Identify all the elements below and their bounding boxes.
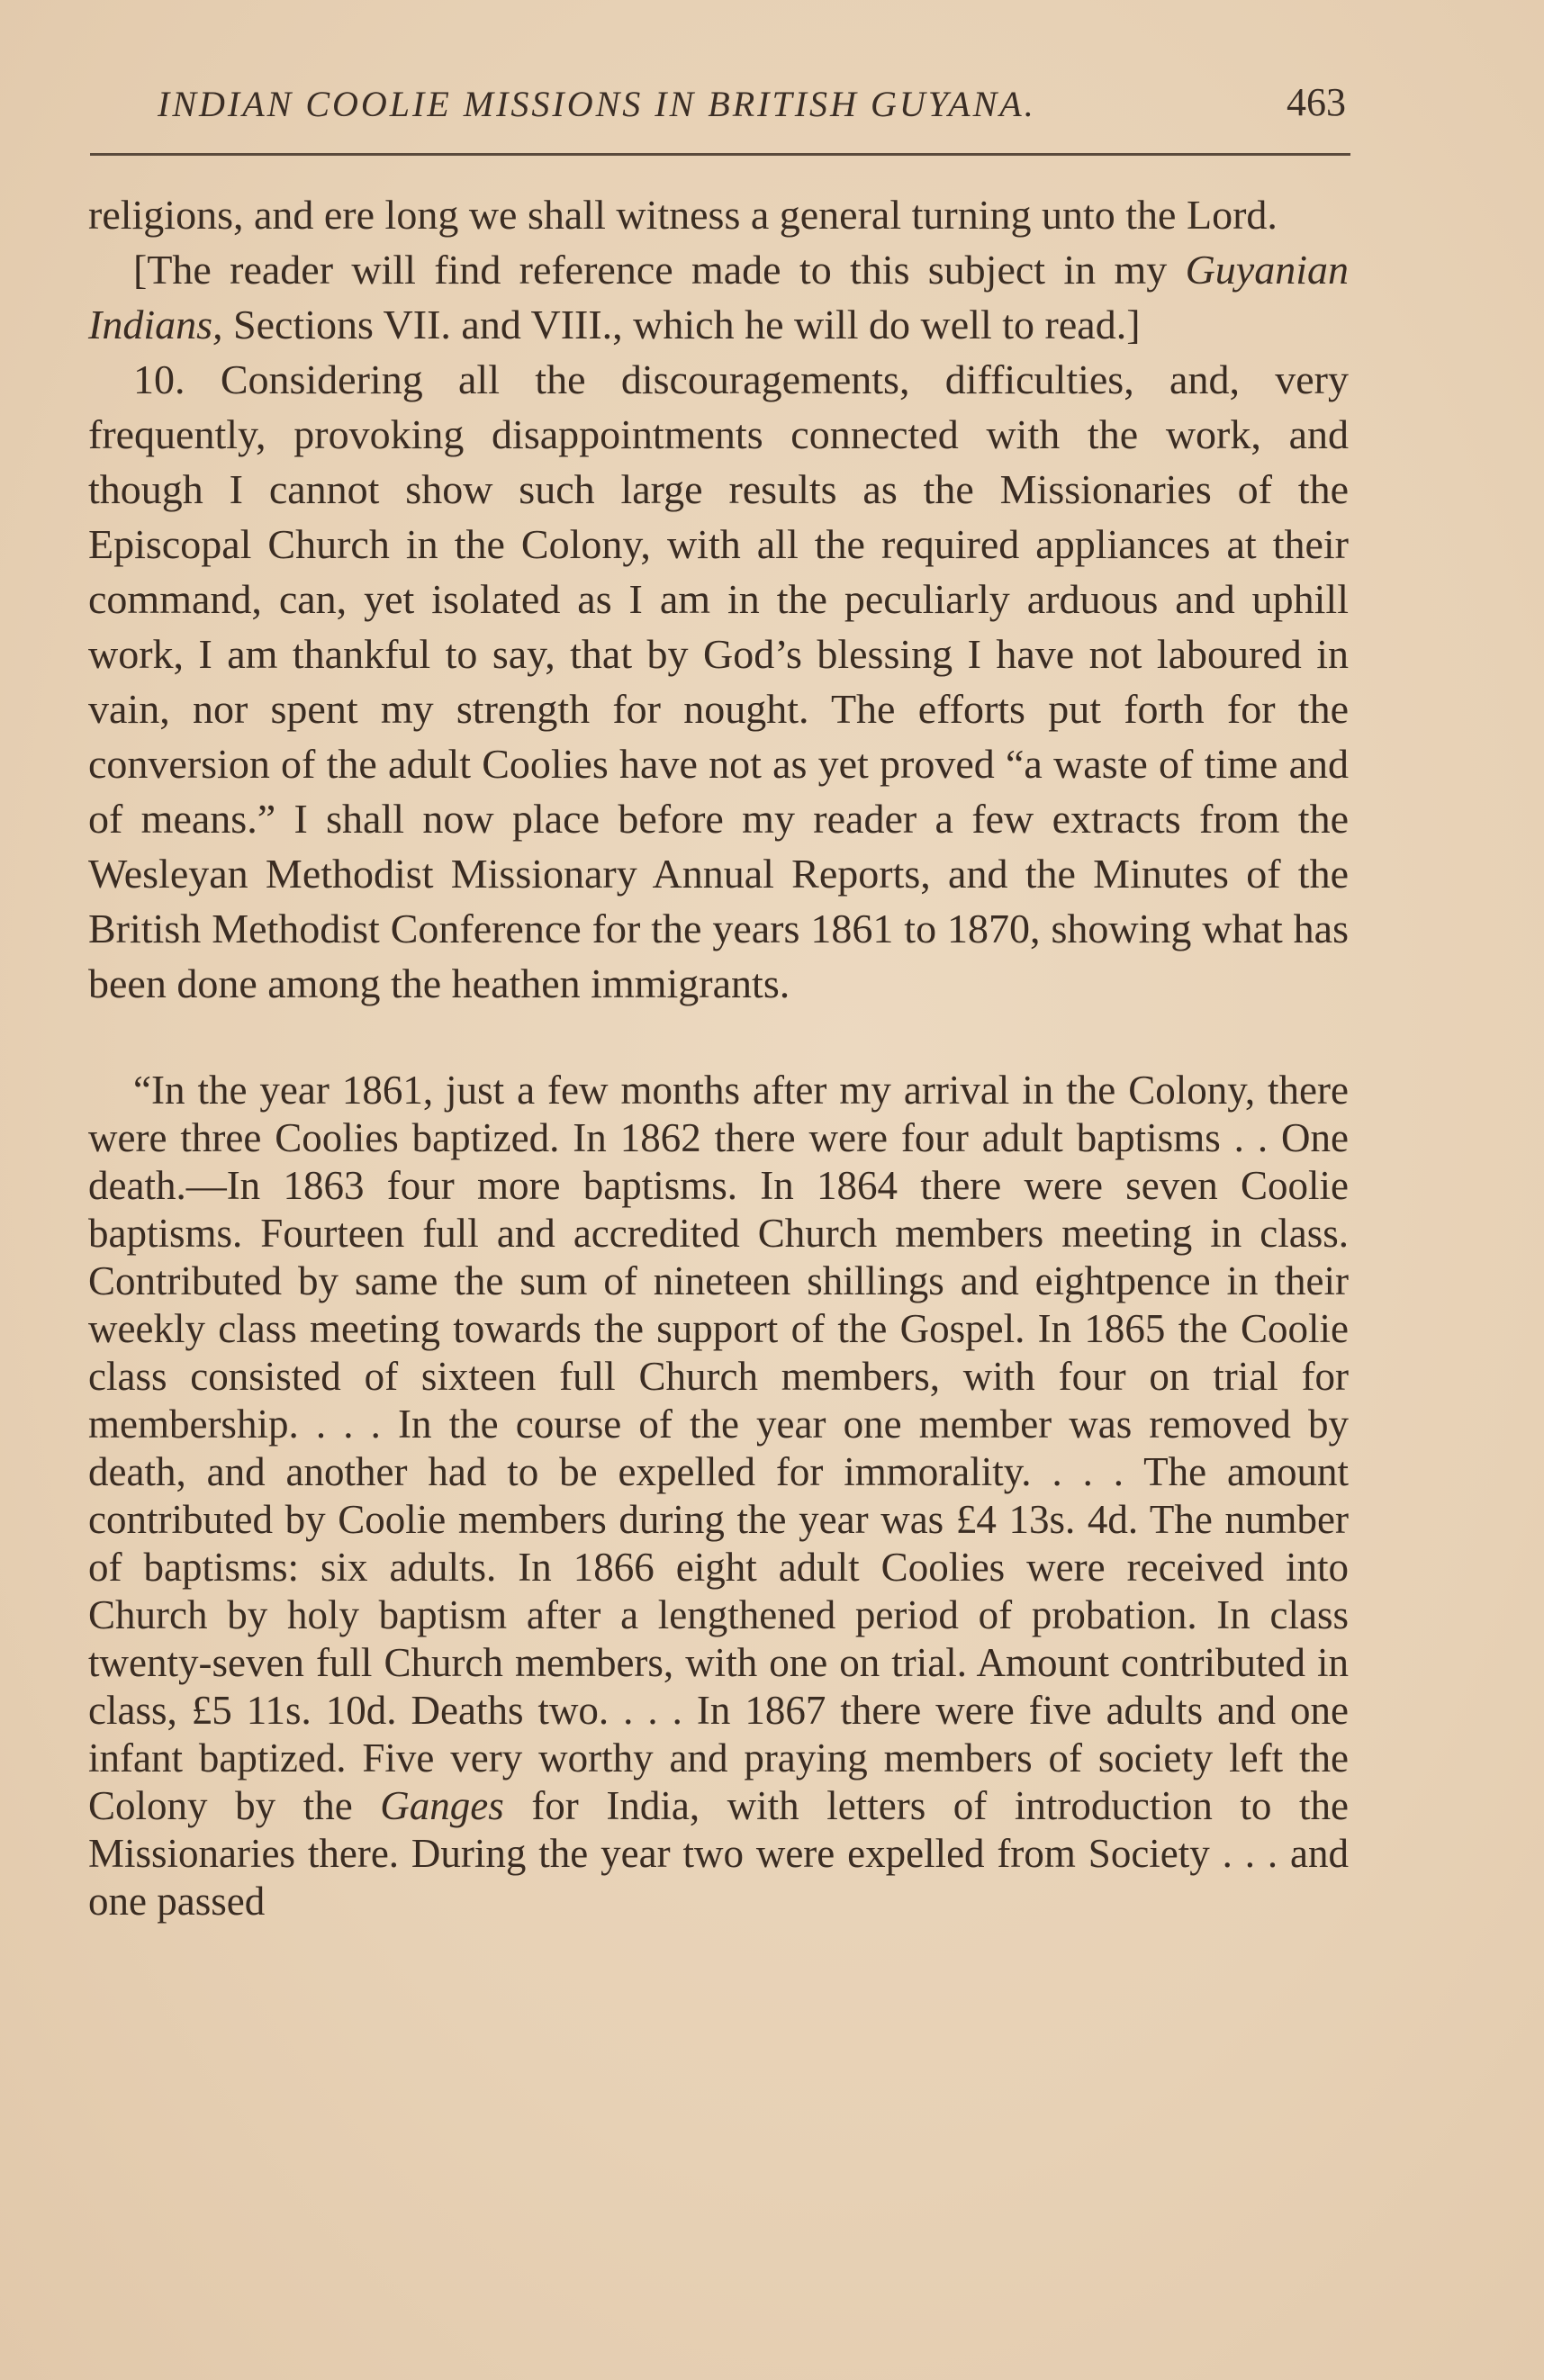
- bracket-note-end: Sections VII. and VIII., which he will do well to read.]: [222, 302, 1141, 347]
- quoted-extract: [88, 1067, 1349, 1925]
- bracket-note-start: [The reader will find reference made to this subject in my: [133, 247, 1186, 293]
- header-rule: [90, 153, 1350, 156]
- main-text: [88, 187, 1349, 1011]
- paragraph-continuation: religions, and ere long we shall witness a general turning unto the Lord.: [88, 192, 1278, 238]
- ship-name-ganges: Ganges: [380, 1783, 504, 1828]
- quote-text-start: “In the year 1861, just a few months after my arrival in the Colony, there were three Coolies baptized. In 1862 there were four adult baptisms . . One death.—In 1863 four more baptisms. In 1864 there were seven Coolie baptisms. Fourteen full and accredited Church members meeting in class. Contributed by same the sum of nineteen shillings and eightpence in their weekly class meeting towards the support of the Gospel. In 1865 the Coolie class consisted of sixteen full Church members, with four on trial for membership. . . . In the course of the year one member was removed by death, and another had to be expelled for immorality. . . . The amount contributed by Coolie members during the year was £4 13s. 4d. The number of baptisms: six adults. In 1866 eight adult Coolies were received into Church by holy baptism after a lengthened period of probation. In class twenty-seven full Church members, with one on trial. Amount contributed in class, £5 11s. 10d. Deaths two. . . . In 1867 there were five adults and one infant baptized. Five very worthy and praying members of society left the Colony by the: [88, 1068, 1349, 1828]
- quote-text-end: for India, with letters of introduction to the Missionaries there. During the year two were expelled from Society . . . and one passed: [88, 1783, 1349, 1924]
- page-number: 463: [1287, 80, 1346, 124]
- page-header: [158, 80, 1346, 137]
- book-title-guyanian-indians: Guyanian Indians,: [88, 247, 1349, 347]
- paragraph-section-10: 10. Considering all the discouragements, difficulties, and, very frequently, provoking disappointments connected with the work, and though I cannot show such large results as the Missionaries of the Episcopal Church in the Colony, with all the required appliances at their command, can, yet isolated as I am in the peculiarly arduous and uphill work, I am thankful to say, that by God’s blessing I have not laboured in vain, nor spent my strength for nought. The efforts put forth for the conversion of the adult Coolies have not as yet proved “a waste of time and of means.” I shall now place before my reader a few extracts from the Wesleyan Methodist Missionary Annual Reports, and the Minutes of the British Methodist Conference for the years 1861 to 1870, showing what has been done among the heathen immigrants.: [88, 356, 1349, 1006]
- quote-paragraph: [88, 1067, 1349, 1925]
- body-text: [88, 187, 1349, 1925]
- running-title: INDIAN COOLIE MISSIONS IN BRITISH GUYANA.: [158, 84, 1036, 124]
- paragraph-bracket-note: [88, 242, 1349, 352]
